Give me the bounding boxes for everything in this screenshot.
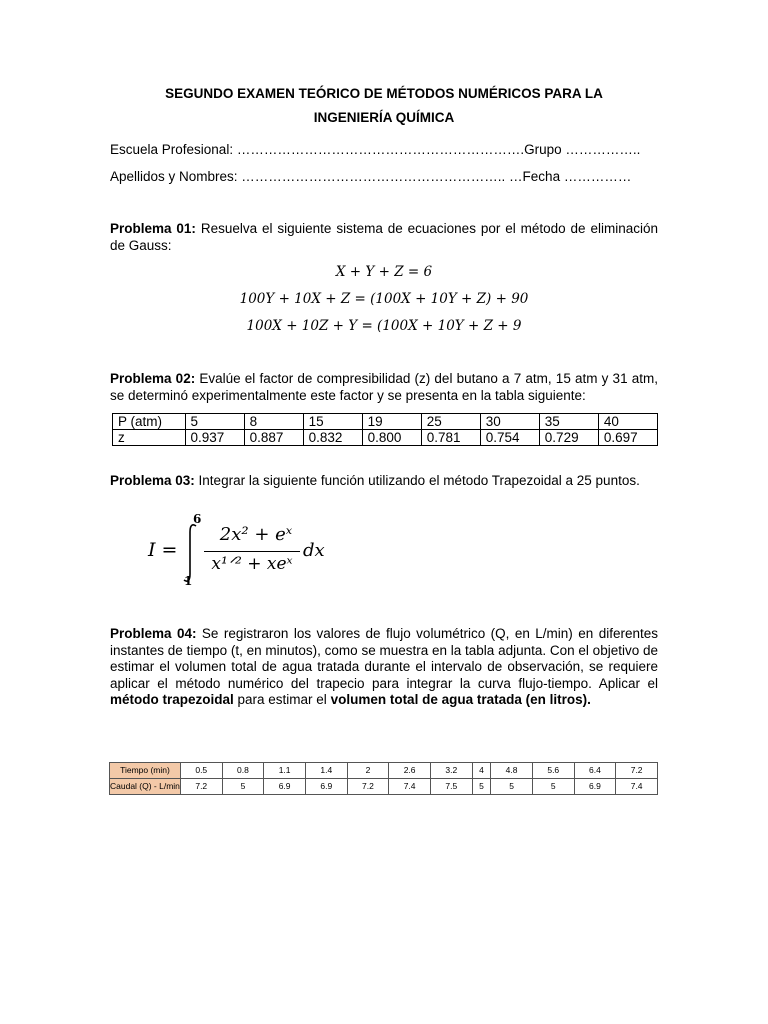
problem1-statement	[110, 221, 658, 254]
table-cell: 2.6	[389, 763, 431, 779]
integral-dx: dx	[303, 540, 325, 561]
problem3-label: Problema 03:	[110, 473, 195, 488]
table-cell: 7.2	[347, 779, 389, 795]
table-cell: 30	[480, 414, 539, 430]
problem1-label: Problema 01:	[110, 221, 196, 236]
fraction-bar	[204, 551, 300, 552]
table-cell: 2	[347, 763, 389, 779]
problem1-text: Resuelva el siguiente sistema de ecuaciones por el método de eliminación de Gauss:	[110, 221, 658, 253]
table-header-cell: Tiempo (min)	[110, 763, 181, 779]
problem4-statement	[110, 626, 658, 709]
problem4-label: Problema 04:	[110, 626, 197, 641]
table-cell: 1.4	[305, 763, 347, 779]
problem4-text2: para estimar el	[233, 692, 331, 707]
table-cell: 5	[472, 779, 491, 795]
table-cell: 0.8	[222, 763, 264, 779]
table-cell: 6.9	[264, 779, 306, 795]
table-cell: 19	[362, 414, 421, 430]
table-row	[110, 779, 658, 795]
table-cell: 5.6	[532, 763, 574, 779]
table-cell: 0.781	[421, 430, 480, 446]
table-cell: 7.2	[180, 779, 222, 795]
table-header-cell: z	[113, 430, 186, 446]
integral-upper-limit: 6	[193, 512, 202, 526]
problem2-text: Evalúe el factor de compresibilidad (z) del butano a 7 atm, 15 atm y 31 atm, se determinó experimentalmente este factor y se presenta en la tabla siguiente:	[110, 371, 658, 403]
table-cell: 0.800	[362, 430, 421, 446]
table-cell: 6.4	[574, 763, 616, 779]
problem3-statement	[110, 473, 658, 490]
table-cell: 0.887	[244, 430, 303, 446]
problem4-text1: Se registraron los valores de flujo volumétrico (Q, en L/min) en diferentes instantes de tiempo (t, en minutos), como se muestra en la tabla adjunta. Con el objetivo de estimar el volumen total de agua tratada durante el intervalo de observación, se requiere aplicar el método numérico del trapecio para integrar la curva flujo-tiempo. Aplicar el	[110, 626, 658, 691]
table-cell: 5	[185, 414, 244, 430]
table-cell: 40	[598, 414, 657, 430]
table-cell: 5	[491, 779, 533, 795]
problem2-statement	[110, 371, 658, 404]
problem4-bold1: método trapezoidal	[110, 692, 234, 707]
table-cell: 0.937	[185, 430, 244, 446]
table-cell: 5	[532, 779, 574, 795]
table-header-cell: Caudal (Q) - L/min	[110, 779, 181, 795]
table-cell: 5	[222, 779, 264, 795]
integrand-denominator: x¹ᐟ² + xeˣ	[211, 554, 293, 574]
table-cell: 0.5	[180, 763, 222, 779]
integral-formula	[148, 512, 338, 592]
table-cell: 35	[539, 414, 598, 430]
flow-time-table	[109, 762, 658, 795]
equation-2: 100Y + 10X + Z = (100X + 10Y + Z) + 90	[239, 291, 529, 307]
table-cell: 6.9	[305, 779, 347, 795]
equation-1: X + Y + Z = 6	[335, 264, 433, 280]
equation-3: 100X + 10Z + Y = (100X + 10Y + Z + 9	[246, 318, 522, 334]
compressibility-table	[112, 413, 658, 446]
name-line: Apellidos y Nombres: ………………………………………………….. …Fecha ……………	[110, 169, 632, 184]
integral-lower-limit: 1	[184, 574, 193, 588]
table-cell: 25	[421, 414, 480, 430]
table-row	[113, 414, 658, 430]
exam-title-line2: INGENIERÍA QUÍMICA	[313, 110, 455, 125]
school-line: Escuela Profesional: ……………………………………………………….Grupo ……………..	[110, 142, 641, 157]
table-cell: 7.4	[389, 779, 431, 795]
table-header-cell: P (atm)	[113, 414, 186, 430]
table-row	[113, 430, 658, 446]
integrand-numerator: 2x² + eˣ	[219, 524, 293, 545]
table-cell: 8	[244, 414, 303, 430]
table-cell: 15	[303, 414, 362, 430]
table-cell: 0.832	[303, 430, 362, 446]
table-cell: 7.4	[616, 779, 658, 795]
table-cell: 4.8	[491, 763, 533, 779]
table-row	[110, 763, 658, 779]
integral-lhs: I =	[148, 539, 178, 561]
table-cell: 1.1	[264, 763, 306, 779]
table-cell: 7.5	[430, 779, 472, 795]
table-cell: 3.2	[430, 763, 472, 779]
problem3-text: Integrar la siguiente función utilizando el método Trapezoidal a 25 puntos.	[194, 473, 640, 488]
table-cell: 6.9	[574, 779, 616, 795]
table-cell: 7.2	[616, 763, 658, 779]
table-cell: 4	[472, 763, 491, 779]
problem2-label: Problema 02:	[110, 371, 196, 386]
exam-title-line1: SEGUNDO EXAMEN TEÓRICO DE MÉTODOS NUMÉRICOS PARA LA	[165, 86, 603, 101]
table-cell: 0.729	[539, 430, 598, 446]
problem4-bold2: volumen total de agua tratada (en litros).	[330, 692, 591, 707]
table-cell: 0.697	[598, 430, 657, 446]
table-cell: 0.754	[480, 430, 539, 446]
